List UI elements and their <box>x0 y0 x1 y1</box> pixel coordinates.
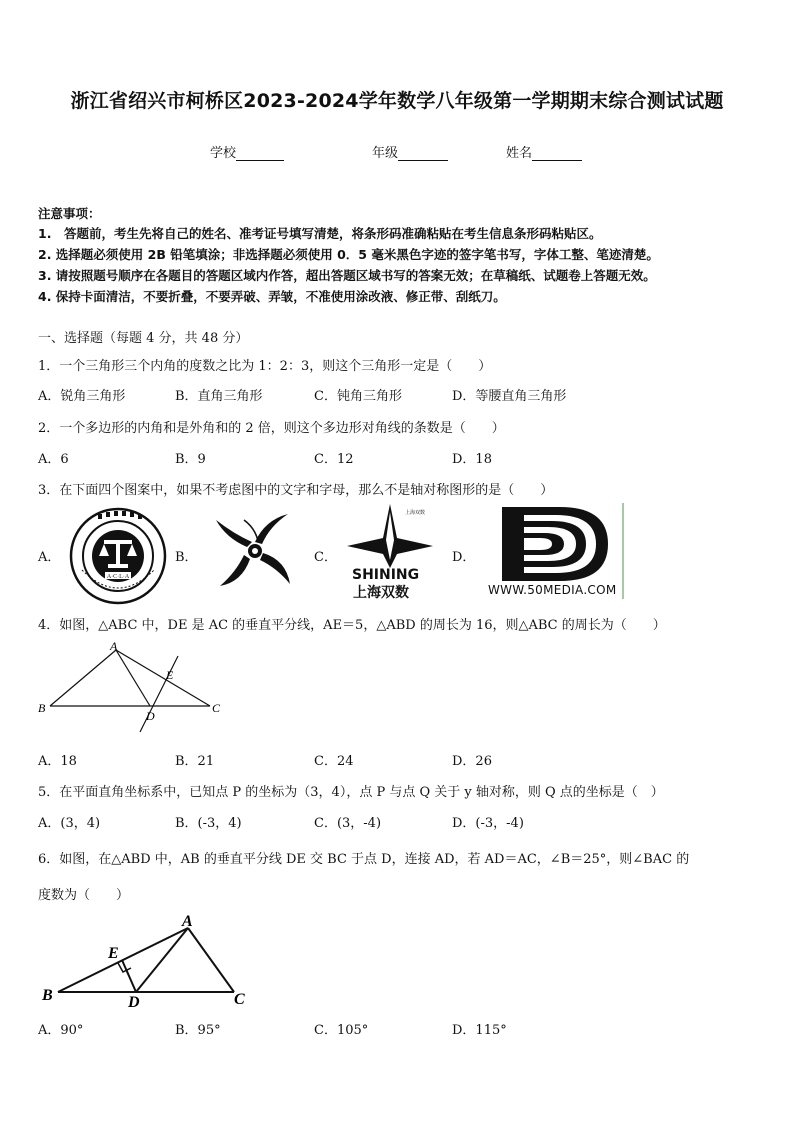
q6-option-b[interactable]: B．95° <box>175 1023 221 1038</box>
note-item-2: 2. 选择题必须使用 2B 铅笔填涂；非选择题必须使用 0．5 毫米黑色字迹的签字笔书写，字体工整、笔迹清楚。 <box>38 247 659 262</box>
q5-option-d[interactable]: D．(-3，-4) <box>452 816 524 831</box>
q1-option-a[interactable]: A．锐角三角形 <box>38 389 126 404</box>
svg-text:上海双数: 上海双数 <box>404 511 426 516</box>
q1-option-c[interactable]: C．钝角三角形 <box>314 389 402 404</box>
note-item-3: 3. 请按照题号顺序在各题目的答题区域内作答，超出答题区域书写的答案无效；在草稿纸、试题卷上答题无效。 <box>38 268 656 283</box>
grade-field[interactable] <box>372 142 448 161</box>
q2-stem: 2．一个多边形的内角和是外角和的 2 倍，则这个多边形对角线的条数是（ ） <box>38 421 505 436</box>
grade-label: 年级 <box>372 146 399 161</box>
q2-option-a[interactable]: A．6 <box>38 452 69 467</box>
q6-point-d: D <box>128 994 140 1011</box>
q1-option-b[interactable]: B．直角三角形 <box>175 389 263 404</box>
q2-option-b[interactable]: B．9 <box>175 452 206 467</box>
page-title: 浙江省绍兴市柯桥区2023-2024学年数学八年级第一学期期末综合测试试题 <box>70 90 724 112</box>
q4-point-a: A <box>110 639 118 653</box>
name-field[interactable] <box>506 142 582 161</box>
q5-option-c[interactable]: C．(3，-4) <box>314 816 382 831</box>
school-label: 学校 <box>210 146 237 161</box>
q4-triangle-figure <box>30 636 230 736</box>
lawyers-seal-logo <box>68 506 168 606</box>
note-item-4: 4. 保持卡面清洁，不要折叠，不要弄破、弄皱，不准使用涂改液、修正带、刮纸刀。 <box>38 289 506 304</box>
q1-option-d[interactable]: D．等腰直角三角形 <box>452 389 567 404</box>
notes-heading: 注意事项： <box>38 206 101 221</box>
q4-point-d: D <box>146 709 155 723</box>
q3-option-d-label[interactable]: D． <box>452 550 476 565</box>
q6-point-b: B <box>42 987 53 1004</box>
school-field[interactable] <box>210 142 284 161</box>
q5-option-a[interactable]: A．(3，4) <box>38 816 101 831</box>
q6-point-e: E <box>108 945 119 962</box>
q4-option-b[interactable]: B．21 <box>175 754 215 769</box>
note-item-1: 1. 答题前，考生先将自己的姓名、准考证号填写清楚，将条形码准确粘贴在考生信息条形码粘贴区。 <box>38 226 602 241</box>
swirl-logo <box>210 508 300 594</box>
q6-option-d[interactable]: D．115° <box>452 1023 507 1038</box>
name-label: 姓名 <box>506 146 533 161</box>
q3-option-b-label[interactable]: B． <box>175 550 198 565</box>
section-heading: 一、选择题（每题 4 分，共 48 分） <box>38 331 249 346</box>
q4-point-c: C <box>212 701 221 715</box>
shining-logo-subtext: 上海双数 <box>353 585 409 601</box>
q6-option-a[interactable]: A．90° <box>38 1023 84 1038</box>
q3-stem: 3．在下面四个图案中，如果不考虑图中的文字和字母，那么不是轴对称图形的是（ ） <box>38 483 554 498</box>
q1-stem: 1．一个三角形三个内角的度数之比为 1：2：3，则这个三角形一定是（ ） <box>38 359 492 374</box>
q4-point-b: B <box>38 701 46 715</box>
q6-stem: 6．如图，在△ABD 中，AB 的垂直平分线 DE 交 BC 于点 D，连接 AD，若 AD＝AC，∠B＝25°，则∠BAC 的 <box>38 852 690 867</box>
q6-triangle-figure <box>38 908 268 1012</box>
q2-option-c[interactable]: C．12 <box>314 452 354 467</box>
q6-option-c[interactable]: C．105° <box>314 1023 369 1038</box>
q5-stem: 5．在平面直角坐标系中，已知点 P 的坐标为（3，4），点 P 与点 Q 关于 y 轴对称，则 Q 点的坐标是（ ） <box>38 785 664 800</box>
q4-option-d[interactable]: D．26 <box>452 754 492 769</box>
q2-option-d[interactable]: D．18 <box>452 452 492 467</box>
media-logo-text: WWW.50MEDIA.COM <box>488 583 617 597</box>
q4-option-a[interactable]: A．18 <box>38 754 77 769</box>
q5-option-b[interactable]: B．(-3，4) <box>175 816 242 831</box>
q6-point-a: A <box>182 913 193 930</box>
shining-logo-text: SHINING <box>352 567 420 583</box>
svg-text:A·C·L·A: A·C·L·A <box>106 574 130 580</box>
q6-point-c: C <box>234 991 245 1008</box>
q4-stem: 4．如图，△ABC 中，DE 是 AC 的垂直平分线，AE＝5，△ABD 的周长为 16，则△ABC 的周长为（ ） <box>38 618 666 633</box>
q6-stem-continued: 度数为（ ） <box>38 888 130 903</box>
q3-option-a-label[interactable]: A． <box>38 550 61 565</box>
q4-option-c[interactable]: C．24 <box>314 754 354 769</box>
q3-option-c-label[interactable]: C． <box>314 550 337 565</box>
q4-point-e: E <box>166 668 174 682</box>
